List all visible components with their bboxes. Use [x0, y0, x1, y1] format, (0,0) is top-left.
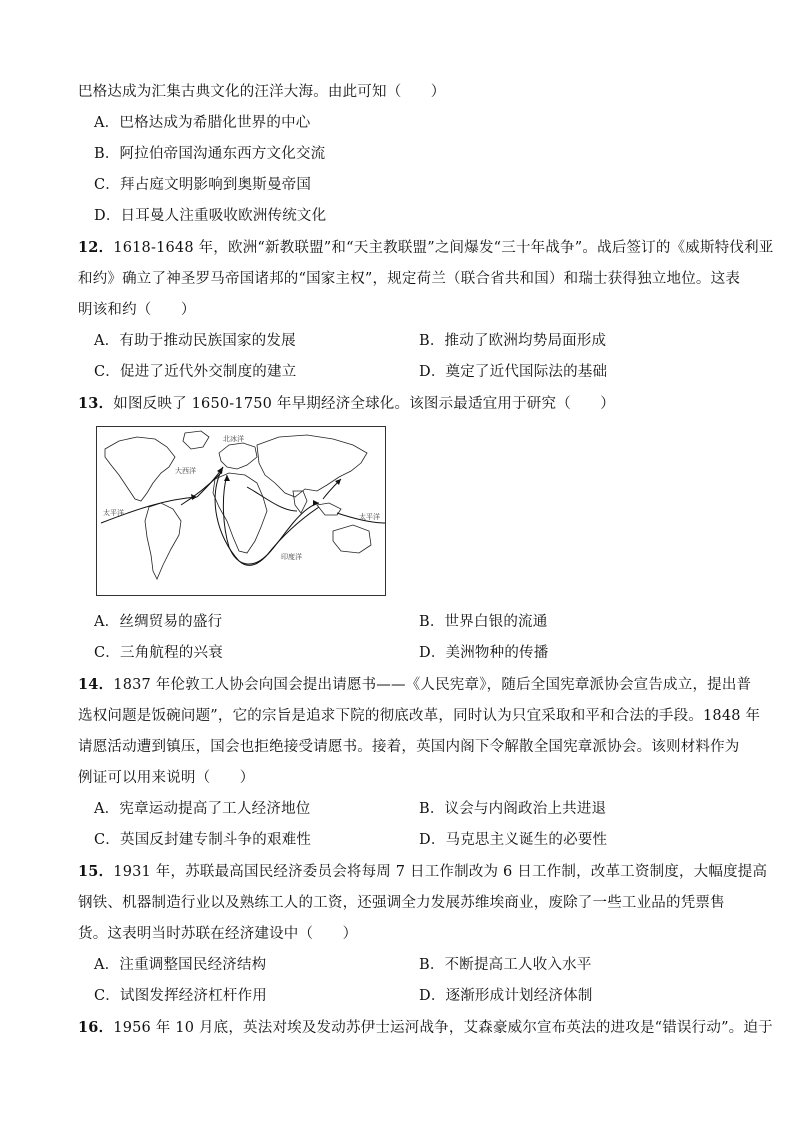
q15-stem-line3: 货。这表明当时苏联在经济建设中（ ） — [78, 926, 358, 942]
africa-outline — [213, 473, 267, 553]
q15-stem-line2: 钢铁、机器制造行业以及熟练工人的工资，还强调全力发展苏维埃商业，废除了一些工业品的凭票售 — [78, 895, 725, 911]
label-pacific-east: 太平洋 — [359, 513, 380, 521]
q11-option-c[interactable]: C．拜占庭文明影响到奥斯曼帝国 — [94, 177, 312, 193]
q12-stem-line2: 和约》确立了神圣罗马帝国诸邦的“国家主权”，规定荷兰（联合省共和国）和瑞士获得独立地位。这表 — [78, 271, 741, 287]
q12-option-b[interactable]: B．推动了欧洲均势局面形成 — [419, 333, 607, 349]
q15-option-d[interactable]: D．逐渐形成计划经济体制 — [419, 988, 593, 1004]
north-america-outline — [105, 437, 175, 501]
q12-option-a[interactable]: A．有助于推动民族国家的发展 — [94, 333, 296, 349]
greenland-outline — [183, 431, 209, 449]
europe-outline — [219, 443, 257, 469]
q11-option-b[interactable]: B．阿拉伯帝国沟通东西方文化交流 — [94, 146, 326, 162]
q14-stem-line3: 请愿活动遭到镇压，国会也拒绝接受请愿书。接着，英国内阁下令解散全国宪章派协会。该则材料作为 — [78, 739, 740, 755]
south-america-outline — [145, 503, 181, 579]
q16-number: 16． — [78, 1019, 114, 1036]
q13-option-d[interactable]: D．美洲物种的传播 — [419, 645, 549, 661]
trade-route-map — [96, 426, 386, 596]
australia-outline — [333, 525, 371, 553]
q14-option-b[interactable]: B．议会与内阁政治上共进退 — [419, 801, 607, 817]
label-atlantic: 大西洋 — [175, 467, 196, 475]
q12-option-c[interactable]: C．促进了近代外交制度的建立 — [94, 364, 297, 380]
route-cape-return — [223, 475, 319, 564]
q12-number: 12． — [78, 239, 114, 256]
q12-text1: 1618-1648 年，欧洲“新教联盟”和“天主教联盟”之间爆发“三十年战争”。战后签订的《威斯特伐利亚 — [113, 240, 774, 256]
q14-option-a[interactable]: A．宪章运动提高了工人经济地位 — [94, 801, 311, 817]
q14-stem-line4: 例证可以用来说明（ ） — [78, 770, 255, 786]
label-pacific-west: 太平洋 — [103, 509, 124, 517]
q14-stem-line1 — [78, 675, 751, 695]
q12-option-d[interactable]: D．奠定了近代国际法的基础 — [419, 364, 608, 380]
label-arctic: 北冰洋 — [223, 435, 244, 443]
q13-text1: 如图反映了 1650-1750 年早期经济全球化。该图示最适宜用于研究（ ） — [113, 396, 615, 412]
q15-option-a[interactable]: A．注重调整国民经济结构 — [94, 957, 267, 973]
route-india — [247, 487, 297, 511]
q13-option-a[interactable]: A．丝绸贸易的盛行 — [94, 614, 223, 630]
q14-number: 14． — [78, 676, 114, 693]
q12-stem-line3: 明该和约（ ） — [78, 302, 196, 318]
q11-stem-tail: 巴格达成为汇集古典文化的汪洋大海。由此可知（ ） — [78, 84, 446, 100]
q15-text1: 1931 年，苏联最高国民经济委员会将每周 7 日工作制改为 6 日工作制，改革工资制度，大幅度提高 — [113, 864, 768, 880]
q14-stem-line2: 选权问题是饭碗问题”，它的宗旨是追求下院的彻底改革，同时认为只宜采取和平和合法的手段。1848 年 — [78, 708, 761, 724]
q16-stem-line1 — [78, 1018, 773, 1038]
asia-outline — [257, 435, 367, 497]
q14-option-c[interactable]: C．英国反封建专制斗争的艰难性 — [94, 832, 312, 848]
label-indian-ocean: 印度洋 — [281, 553, 302, 561]
q13-option-c[interactable]: C．三角航程的兴衰 — [94, 645, 223, 661]
q11-option-a[interactable]: A．巴格达成为希腊化世界的中心 — [94, 115, 311, 131]
q15-option-b[interactable]: B．不断提高工人收入水平 — [419, 957, 592, 973]
route-arrow-4 — [224, 475, 230, 481]
q11-option-d[interactable]: D．日耳曼人注重吸收欧洲传统文化 — [94, 208, 327, 224]
q13-stem-line1 — [78, 394, 615, 414]
q13-option-b[interactable]: B．世界白银的流通 — [419, 614, 548, 630]
q13-number: 13． — [78, 395, 114, 412]
q15-option-c[interactable]: C．试图发挥经济杠杆作用 — [94, 988, 267, 1004]
q15-stem-line1 — [78, 862, 767, 882]
q12-stem-line1 — [78, 238, 773, 258]
q16-text1: 1956 年 10 月底，英法对埃及发动苏伊士运河战争，艾森豪威尔宣布英法的进攻是“错误行动”。迫于 — [113, 1020, 773, 1036]
india-outline — [293, 491, 307, 513]
q14-option-d[interactable]: D．马克思主义诞生的必要性 — [419, 832, 608, 848]
q14-text1: 1837 年伦敦工人协会向国会提出请愿书——《人民宪章》，随后全国宪章派协会宣告成立，提出普 — [113, 677, 752, 693]
q15-number: 15． — [78, 863, 114, 880]
world-map-figure — [97, 427, 385, 595]
